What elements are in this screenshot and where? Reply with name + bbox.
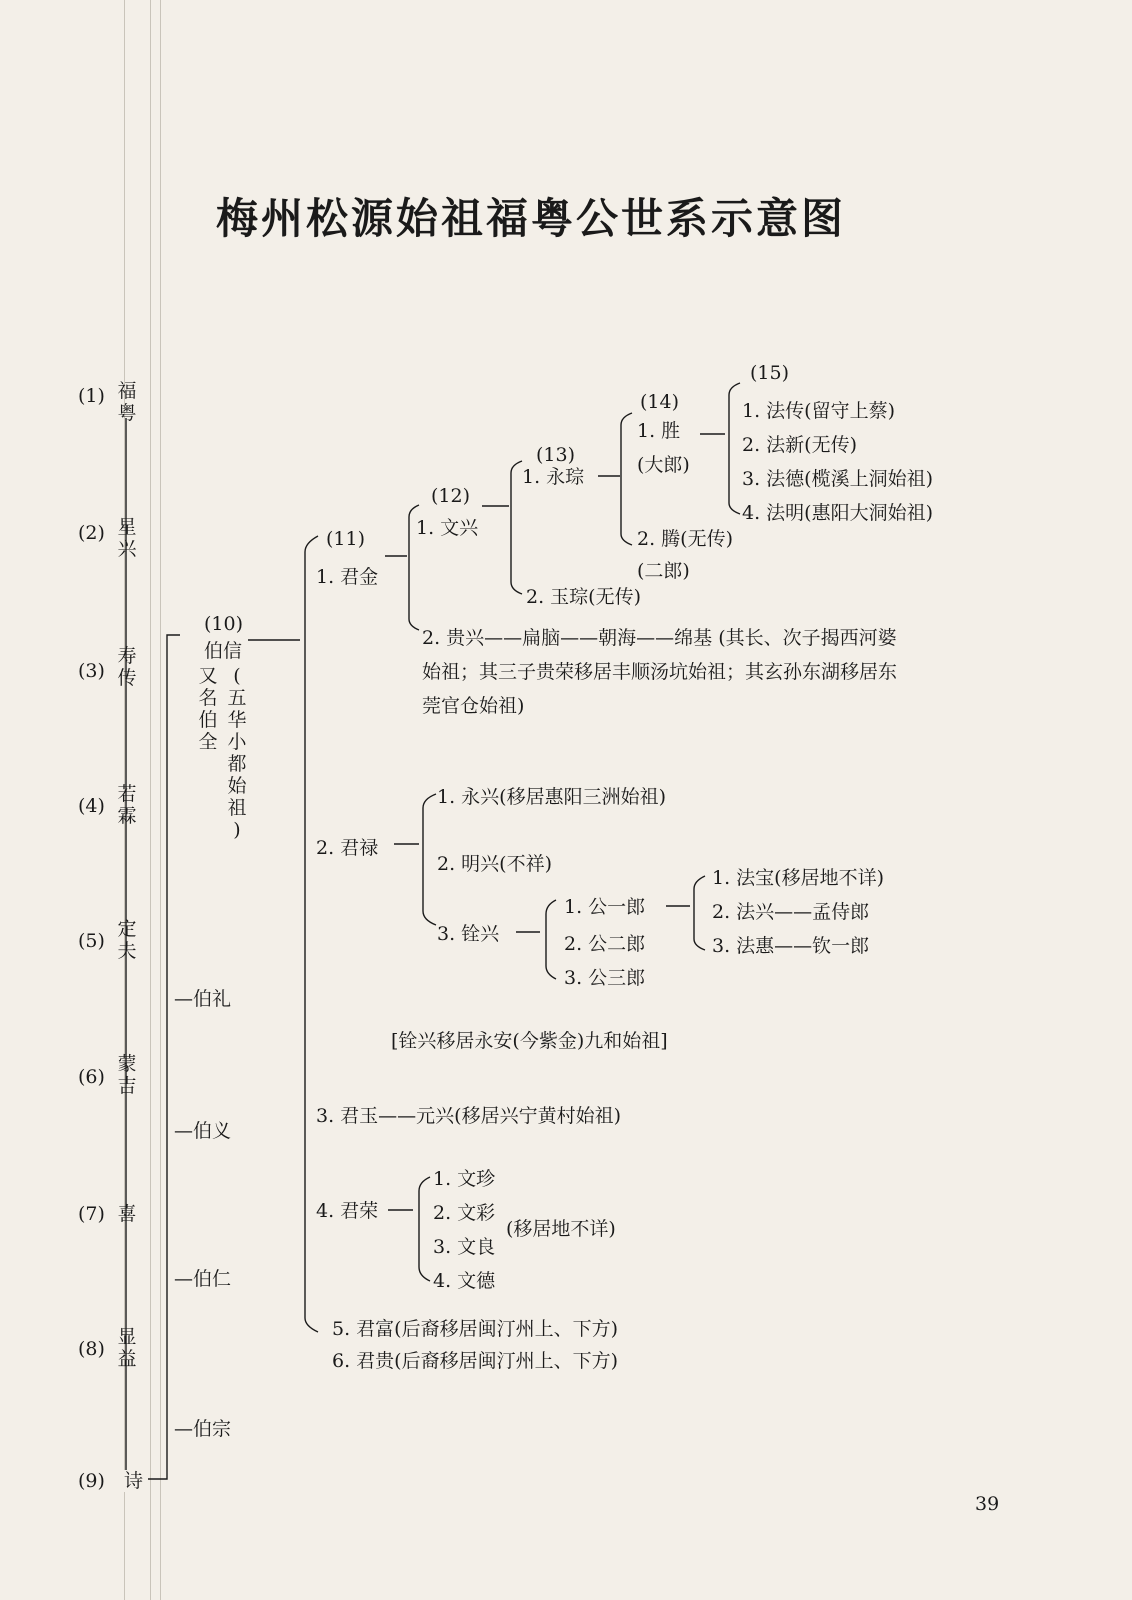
jun-gui: 6. 君贵(后裔移居闽汀州上、下方) — [332, 1350, 618, 1372]
guixing-line2: 始祖；其三子贵荣移居丰顺汤坑始祖；其玄孙东湖移居东 — [422, 661, 898, 683]
ancestor-name-6: 蒙 吉 — [117, 1053, 137, 1097]
gen-label-8: (8) — [78, 1338, 105, 1360]
wende: 4. 文德 — [433, 1270, 496, 1292]
sheng-alias: (大郎) — [637, 454, 690, 476]
ancestor-name-2: 星 兴 — [117, 516, 137, 560]
teng-alias: (二郎) — [637, 560, 690, 582]
ancestor-name-1: 福 粤 — [117, 380, 137, 424]
jun-jin: 1. 君金 — [316, 566, 379, 588]
guixing-line3: 莞官仓始祖) — [422, 695, 525, 717]
gen-label-7: (7) — [78, 1203, 105, 1225]
gen14-label: (14) — [640, 391, 680, 413]
ancestor-name-5: 定 夫 — [117, 918, 137, 962]
gen-label-5: (5) — [78, 930, 105, 952]
boxin-note: ( 五 华 小 都 始 祖 ) — [227, 665, 247, 841]
wenxing: 1. 文兴 — [416, 517, 479, 539]
page-number: 39 — [975, 1493, 1000, 1515]
yongxing: 1. 永兴(移居惠阳三洲始祖) — [437, 786, 666, 808]
gen14-bracket — [621, 413, 632, 545]
fahui: 3. 法惠——钦一郎 — [712, 935, 870, 957]
brother-boren: —伯仁 — [174, 1268, 232, 1290]
ancestor-name-7: 喜 — [117, 1203, 137, 1225]
gen13-bracket — [511, 461, 522, 594]
gen-label-1: (1) — [78, 385, 105, 407]
wencai: 2. 文彩 — [433, 1202, 496, 1224]
gen12-label: (12) — [431, 485, 471, 507]
gen-label-4: (4) — [78, 795, 105, 817]
gen-label-6: (6) — [78, 1066, 105, 1088]
gen15-bracket — [729, 383, 740, 514]
faxin: 2. 法新(无传) — [742, 434, 857, 456]
faming: 4. 法明(惠阳大洞始祖) — [742, 502, 933, 524]
junrong-bracket — [419, 1177, 430, 1281]
gen13-label: (13) — [536, 444, 576, 466]
gen11-label: (11) — [326, 528, 366, 550]
mingxing: 2. 明兴(不祥) — [437, 853, 552, 875]
gen-label-3: (3) — [78, 660, 105, 682]
boxin-name: 伯信 — [204, 640, 243, 662]
gong-san-lang: 3. 公三郎 — [564, 967, 646, 989]
ancestor-name-3: 寿 传 — [117, 645, 137, 689]
quanxing-note: [铨兴移居永安(今紫金)九和始祖] — [391, 1030, 668, 1052]
wenliang: 3. 文良 — [433, 1236, 496, 1258]
brother-boli: —伯礼 — [174, 988, 232, 1010]
yongcong: 1. 永琮 — [522, 466, 585, 488]
teng: 2. 腾(无传) — [637, 528, 733, 550]
fade: 3. 法德(榄溪上洞始祖) — [742, 468, 933, 490]
guixing-line1: 2. 贵兴——扁脑——朝海——绵基 (其长、次子揭西河婆 — [422, 627, 897, 649]
page-title: 梅州松源始祖福粤公世系示意图 — [215, 194, 846, 243]
gen-label-9: (9) — [78, 1470, 105, 1492]
ancestor-name-4: 若 霖 — [117, 783, 137, 827]
boxin-alias: 又 名 伯 全 — [198, 665, 218, 753]
gen15-label: (15) — [750, 362, 790, 384]
gen9-to-gen10-bracket — [146, 635, 180, 1479]
jun-lu: 2. 君禄 — [316, 837, 379, 859]
faxing: 2. 法兴——孟侍郎 — [712, 901, 870, 923]
brother-boyi: —伯义 — [174, 1120, 232, 1142]
ancestor-name-8: 显 益 — [117, 1326, 137, 1370]
yucong: 2. 玉琮(无传) — [526, 586, 641, 608]
brother-bozong: —伯宗 — [174, 1418, 232, 1440]
quanxing-bracket — [546, 900, 556, 979]
gong-er-lang: 2. 公二郎 — [564, 933, 646, 955]
gong-yi-lang: 1. 公一郎 — [564, 896, 646, 918]
gen-label-2: (2) — [78, 522, 105, 544]
jun-rong: 4. 君荣 — [316, 1200, 379, 1222]
gen10-label: (10) — [204, 613, 244, 635]
junlu-bracket — [423, 794, 436, 925]
ancestor-name-9: 诗 — [124, 1470, 148, 1492]
junrong-note: (移居地不详) — [506, 1218, 616, 1240]
wenzhen: 1. 文珍 — [433, 1168, 496, 1190]
gongyilang-bracket — [694, 876, 705, 950]
quanxing: 3. 铨兴 — [437, 923, 500, 945]
jun-fu: 5. 君富(后裔移居闽汀州上、下方) — [332, 1318, 618, 1340]
fachuan: 1. 法传(留守上蔡) — [742, 400, 895, 422]
fabao: 1. 法宝(移居地不详) — [712, 867, 884, 889]
sheng: 1. 胜 — [637, 420, 681, 442]
jun-yu: 3. 君玉——元兴(移居兴宁黄村始祖) — [316, 1105, 621, 1127]
